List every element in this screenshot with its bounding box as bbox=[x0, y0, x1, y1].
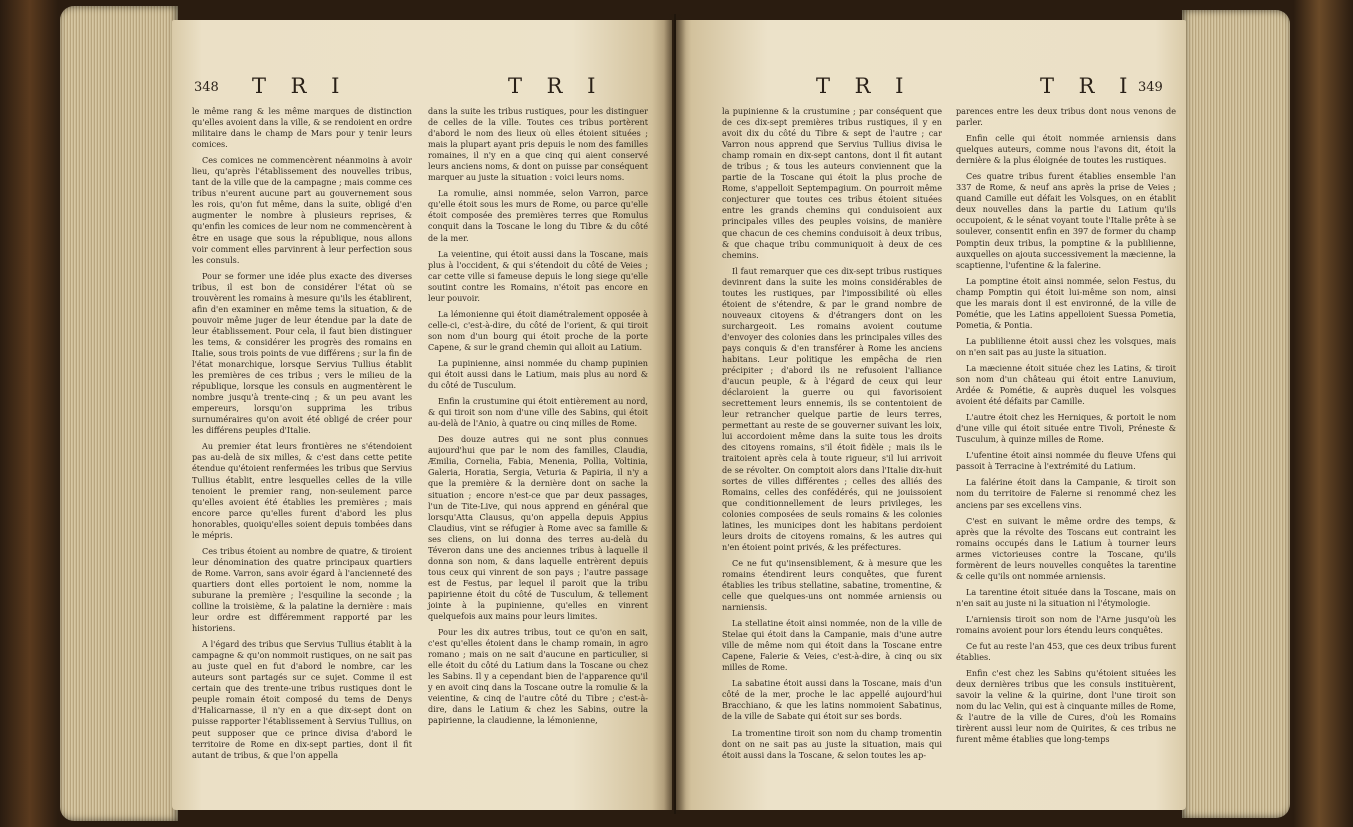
paragraph: Enfin celle qui étoit nommée arniensis dans quelques auteurs, comme nous l'avons dit, étoit la dernière & la plus éloignée de toutes les rustiques. bbox=[956, 133, 1176, 166]
paragraph: La tromentine tiroit son nom du champ tromentin dont on ne sait pas au juste la situation, mais qui étoit aussi dans la Toscane, & selon toutes les ap- bbox=[722, 727, 942, 760]
paragraph: Des douze autres qui ne sont plus connues aujourd'hui que par le nom des familles, Claudia, Æmilia, Cornelia, Fabia, Menenia, Pollia, Voltinia, Galeria, Horatia, Sergia, Veturia & Papiria, il n'y a que la première & la dernière dont on sache la situation ; encore n'est-ce que par deux passages, l'un de Tite-Live, qui nous apprend en général que lorsqu'Atta Clausus, qu'on appella depuis Appius Claudius, vint se réfugier à Rome avec sa famille & ses cliens, on lui donna des terres au-delà du Téveron dans une des anciennes tribus à laquelle il donna son nom, & dans laquelle entrèrent depuis tous ceux qui vinrent de son pays ; l'autre passage est de Festus, par lequel il paroit que la tribu papirienne étoit du côté de Tusculum, & tellement jointe à la pupinienne, qu'elles en vinrent quelquefois aux mains pour leurs limites. bbox=[428, 434, 648, 622]
paragraph: L'autre étoit chez les Herniques, & portoit le nom d'une ville qui étoit située entre Tivoli, Préneste & Tusculum, à quinze milles de Rome. bbox=[956, 412, 1176, 445]
paragraph: L'arniensis tiroit son nom de l'Arne jusqu'où les romains avoient pour lors étendu leurs conquêtes. bbox=[956, 613, 1176, 635]
right-page-edges bbox=[1182, 10, 1290, 818]
text-column-right bbox=[956, 106, 1176, 750]
left-page-header bbox=[172, 74, 672, 102]
page-number: 349 bbox=[1138, 80, 1163, 95]
paragraph: La mæcienne étoit située chez les Latins, & tiroit son nom d'un château qui étoit entre Lanuvium, Ardée & Pométie, & auprès duquel les volsques avoient été défaits par Camille. bbox=[956, 362, 1176, 407]
paragraph: le même rang & les même marques de distinction qu'elles avoient dans la ville, & se rendoient en ordre militaire dans le champ de Mars pour y tenir leurs comices. bbox=[192, 106, 412, 150]
paragraph: Ces quatre tribus furent établies ensemble l'an 337 de Rome, & neuf ans après la prise de Veies ; quand Camille eut défait les Volsques, on en établit deux nouvelles dans la partie du Latium qu'ils occupoient, & le sénat voyant toute l'Italie prête à se soulever, consentit enfin en 397 de former du champ Pomptin deux tribus, la pomptine & la publilienne, auxquelles on ajouta successivement la mæcienne, la scaptienne, l'ufentine & la falerine. bbox=[956, 171, 1176, 270]
paragraph: La falérine étoit dans la Campanie, & tiroit son nom du territoire de Falerne si renommé chez les anciens par ses excellens vins. bbox=[956, 477, 1176, 510]
paragraph: Ce ne fut qu'insensiblement, & à mesure que les romains étendirent leurs conquêtes, que furent établies les tribus stellatine, sabatine, tromentine, & celle que quelques-uns ont nommée arniensis ou narniensis. bbox=[722, 557, 942, 613]
running-head: T R I bbox=[816, 74, 913, 98]
paragraph: La lémonienne qui étoit diamétralement opposée à celle-ci, c'est-à-dire, du côté de l'orient, & qui tiroit son nom d'un bourg qui étoit proche de la porte Capene, & sur le grand chemin qui alloit au Latium. bbox=[428, 308, 648, 352]
right-page bbox=[676, 20, 1186, 810]
book-gutter bbox=[664, 14, 686, 814]
paragraph: Au premier état leurs frontières ne s'étendoient pas au-delà de six milles, & c'est dans cette petite étendue qu'étoient renfermées les tribus que Servius Tullius établit, entre lesquelles celles de la ville tenoient le premier rang, non-seulement parce qu'elles avoient été établies les premières ; mais encore parce qu'elles furent d'abord les plus honorables, quoiqu'elles soient depuis tombées dans le mépris. bbox=[192, 441, 412, 540]
paragraph: dans la suite les tribus rustiques, pour les distinguer de celles de la ville. Toutes ces tribus portèrent d'abord le nom des lieux où elles étoient situées ; mais la plupart ayant pris depuis le nom des familles romaines, il n'y en a que cinq qui aient conservé leurs anciens noms, & dont on puisse par conséquent marquer au juste la situation : voici leurs noms. bbox=[428, 106, 648, 183]
text-column-right bbox=[428, 106, 648, 731]
paragraph: Ce fut au reste l'an 453, que ces deux tribus furent établies. bbox=[956, 641, 1176, 663]
paragraph: La publilienne étoit aussi chez les volsques, mais on n'en sait pas au juste la situation. bbox=[956, 335, 1176, 357]
paragraph: Enfin c'est chez les Sabins qu'étoient situées les deux dernières tribus que les consuls instituèrent, savoir la veline & la quirine, dont l'une tiroit son nom du lac Velin, qui est à cinquante milles de Rome, & l'autre de la ville de Cures, d'où les Romains tirèrent aussi leur nom de Quirites, & ces tribus ne furent même établies que long-temps bbox=[956, 668, 1176, 745]
paragraph: La stellatine étoit ainsi nommée, non de la ville de Stelae qui étoit dans la Campanie, mais d'une autre ville de même nom qui étoit dans la Toscane entre Capene, Falerie & Veies, c'est-à-dire, à cinq ou six milles de Rome. bbox=[722, 618, 942, 673]
running-head: T R I bbox=[1040, 74, 1137, 98]
paragraph: Pour les dix autres tribus, tout ce qu'on en sait, c'est qu'elles étoient dans le champ romain, in agro romano ; mais on ne sait d'aucune en particulier, si elle étoit du côté du Latium dans la Toscane ou chez les Sabins. Il y a cependant bien de l'apparence qu'il y en avoit cinq dans la Toscane outre la romulie & la veientine, & cinq de l'autre côté du Tibre ; c'est-à-dire, dans le Latium & chez les Sabins, outre la papirienne, la claudienne, la lémonienne, bbox=[428, 627, 648, 726]
paragraph: Enfin la crustumine qui étoit entièrement au nord, & qui tiroit son nom d'une ville des Sabins, qui étoit au-delà de l'Anio, à quatre ou cinq milles de Rome. bbox=[428, 396, 648, 429]
page-number: 348 bbox=[194, 80, 219, 95]
paragraph: Ces tribus étoient au nombre de quatre, & tiroient leur dénomination des quatre principaux quartiers de Rome. Varron, sans avoir égard à l'ancienneté des quartiers dont elles portoient le nom, nomme la suburane la première ; l'esquiline la seconde ; la colline la troisième, & la palatine la dernière : mais leur ordre est différemment rapporté par les historiens. bbox=[192, 545, 412, 634]
paragraph: la pupinienne & la crustumine ; par conséquent que de ces dix-sept premières tribus rustiques, il y en avoit dix du côté du Tibre & sept de l'autre ; car Varron nous apprend que Servius Tullius divisa le champ romain en dix-sept cantons, dont il fit autant de tribus ; & tous les auteurs conviennent que la partie de la Toscane qui étoit la plus proche de Rome, s'appelloit Septempagium. On pourroit même conjecturer que toutes ces tribus étoient situées entre les grands chemins qui conduisoient aux principales villes des peuples voisins, de manière que chacun de ces chemins conduisoit à deux tribus, & que chaque tribu communiquoit à deux de ces chemins. bbox=[722, 106, 942, 260]
paragraph: C'est en suivant le même ordre des temps, & après que la révolte des Toscans eut contraint les romains occupés dans le Latium à tourner leurs armes victorieuses contre la Toscane, qu'ils formèrent de leurs nouvelles conquêtes la tarentine & celle qu'ils ont nommée arniensis. bbox=[956, 515, 1176, 581]
paragraph: parences entre les deux tribus dont nous venons de parler. bbox=[956, 106, 1176, 128]
left-page-edges bbox=[60, 6, 178, 821]
left-page bbox=[172, 20, 672, 810]
right-page-header bbox=[676, 74, 1186, 102]
text-column-left bbox=[192, 106, 412, 766]
paragraph: Il faut remarquer que ces dix-sept tribus rustiques devinrent dans la suite les moins considérables de toutes les rustiques, par l'impossibilité où elles étoient de s'étendre, & par le grand nombre de nouveaux citoyens & d'étrangers dont on les surchargeoit. Les romains avoient coutume d'envoyer des colonies dans les principales villes des pays conquis & d'en transférer à Rome les anciens habitans. Leur politique les empêcha de rien précipiter ; d'abord ils ne refusoient l'alliance d'aucun peuple, & à l'égard de ceux qui leur déclaroient la guerre ou qui favorisoient secrettement leurs ennemis, ils se contentoient de leur retrancher quelque partie de leurs terres, permettant au reste de se gouverner suivant les loix, lui accordoient même dans la suite tous les droits des citoyens romains, s'il étoit fidèle ; mais ils le traitoient après cela à toute rigueur, s'il lui arrivoit de se révolter. On comptoit alors dans l'Italie dix-huit sortes de villes différentes ; celles des alliés des Romains, celles des confédérés, qui ne jouissoient que conditionnellement de leurs privileges, les colonies composées de seuls romains & les colonies latines, les municipes dont les habitans perdoient leurs droits de citoyens romains, & les autres qui n'en étoient point privés, & les préfectures. bbox=[722, 265, 942, 552]
running-head: T R I bbox=[252, 74, 349, 98]
paragraph: La veientine, qui étoit aussi dans la Toscane, mais plus à l'occident, & qui s'étendoit du côté de Veies ; car cette ville si fameuse depuis le long siege qu'elle soutint contre les Romains, n'étoit pas encore en leur pouvoir. bbox=[428, 248, 648, 303]
paragraph: La pomptine étoit ainsi nommée, selon Festus, du champ Pomptin qui étoit lui-même son nom, ainsi que les marais dont il est environné, de la ville de Pométie, que les Latins appelloient Suessa Pometia, Pometia, & Pontia. bbox=[956, 275, 1176, 330]
paragraph: Ces comices ne commencèrent néanmoins à avoir lieu, qu'après l'établissement des nouvelles tribus, tant de la ville que de la campagne ; mais comme ces tribus n'eurent aucune part au gouvernement sous les rois, qu'on fut même, dans la suite, obligé d'en augmenter le nombre à plusieurs reprises, & qu'enfin les comices de leur nom ne commencèrent à être en usage que sous la république, nous allons voir comment elles parvinrent à leur perfection sous les consuls. bbox=[192, 155, 412, 265]
paragraph: Pour se former une idée plus exacte des diverses tribus, il est bon de considérer l'état où se trouvèrent les romains à mesure qu'ils les établirent, afin d'en examiner en même tems la situation, & de pouvoir même juger de leur étendue par la date de leur établissement. Pour cela, il faut bien distinguer les tems, & considérer les progrès des romains en Italie, sous trois points de vue différens ; sur la fin de l'état monarchique, lorsque Servius Tullius établit les premières de ces tribus ; vers le milieu de la république, lorsque les consuls en augmentèrent le nombre jusqu'à trente-cinq ; & un peu avant les empereurs, lorsqu'on supprima les tribus surnuméraires qu'on avoit été obligé de créer pour les différens peuples d'Italie. bbox=[192, 270, 412, 436]
paragraph: La pupinienne, ainsi nommée du champ pupinien qui étoit aussi dans le Latium, mais plus au nord & du côté de Tusculum. bbox=[428, 357, 648, 391]
running-head: T R I bbox=[508, 74, 605, 98]
paragraph: A l'égard des tribus que Servius Tullius établit à la campagne & qu'on nommoit rustiques, on ne sait pas au juste quel en fut d'abord le nombre, car les auteurs sont partagés sur ce sujet. Comme il est certain que des trente-une tribus rustiques dont le peuple romain étoit composé du tems de Denys d'Halicarnasse, il n'y en a que dix-sept dont on puisse rapporter l'établissement à Servius Tullius, on peut supposer que ce prince divisa d'abord le territoire de Rome en dix-sept parties, dont il fit autant de tribus, & que l'on appella bbox=[192, 639, 412, 760]
text-column-left bbox=[722, 106, 942, 766]
paragraph: La sabatine étoit aussi dans la Toscane, mais d'un côté de la mer, proche le lac appellé aujourd'hui Bracchiano, & que les latins nommoient Sabatinus, de la ville de Sabate qui étoit sur ses bords. bbox=[722, 678, 942, 722]
paragraph: La tarentine étoit située dans la Toscane, mais on n'en sait au juste ni la situation ni l'étymologie. bbox=[956, 586, 1176, 608]
paragraph: La romulie, ainsi nommée, selon Varron, parce qu'elle étoit sous les murs de Rome, ou parce qu'elle étoit composée des premières terres que Romulus conquit dans la Toscane le long du Tibre & du côté de la mer. bbox=[428, 188, 648, 243]
paragraph: L'ufentine étoit ainsi nommée du fleuve Ufens qui passoit à Terracine à l'extrémité du Latium. bbox=[956, 450, 1176, 472]
